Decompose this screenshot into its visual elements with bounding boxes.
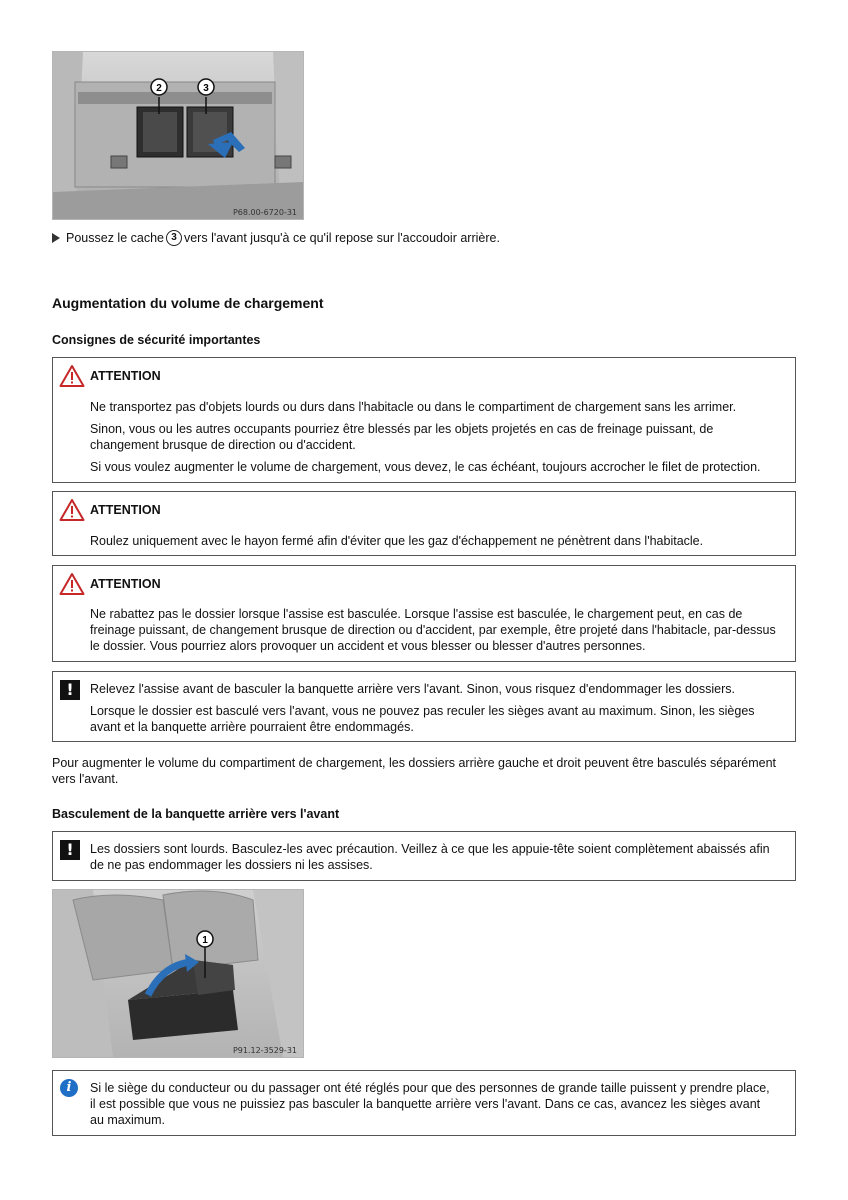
- rear-seat-photo: [52, 889, 304, 1058]
- warning-paragraph: Ne transportez pas d'objets lourds ou durs dans l'habitacle ou dans le compartiment de chargement sans les arrimer.: [90, 400, 737, 414]
- instruction-step: [52, 230, 500, 246]
- exclamation-icon: !: [60, 680, 80, 700]
- warning-box: [52, 565, 796, 662]
- trunk-cover-photo: [52, 51, 304, 220]
- warning-paragraph: Sinon, vous ou les autres occupants pourriez être blessés par les objets projetés en cas de freinage puissant, de changement brusque de direction ou d'accident.: [90, 422, 714, 452]
- exclamation-icon: !: [60, 840, 80, 860]
- info-paragraph: Si le siège du conducteur ou du passager ont été réglés pour que des personnes de grande taille puissent y prendre place, il est possible que vous ne puissiez pas basculer la banquette arrière vers l'avant. Dans ce cas, avancez les sièges avant au maximum.: [90, 1081, 770, 1127]
- callout-2: 2: [156, 83, 162, 94]
- warning-title: ATTENTION: [90, 503, 161, 517]
- warning-title: ATTENTION: [90, 577, 161, 591]
- warning-title: ATTENTION: [90, 369, 161, 383]
- info-icon: i: [60, 1079, 78, 1097]
- warning-paragraph: Roulez uniquement avec le hayon fermé afin d'éviter que les gaz d'échappement ne pénètrent dans l'habitacle.: [90, 534, 704, 548]
- body-paragraph: Pour augmenter le volume du compartiment de chargement, les dossiers arrière gauche et droit peuvent être basculés séparément vers l'avant.: [52, 756, 776, 786]
- notice-paragraph: Lorsque le dossier est basculé vers l'avant, vous ne pouvez pas reculer les sièges avant au maximum. Sinon, les sièges avant et la banquette arrière pourraient être endommagés.: [90, 704, 755, 734]
- step-arrow-icon: [52, 233, 60, 243]
- warning-triangle-icon: [59, 572, 85, 596]
- step-callout-number: 3: [166, 230, 182, 246]
- warning-triangle-icon: [59, 364, 85, 388]
- notice-box: [52, 831, 796, 881]
- warning-box: [52, 491, 796, 556]
- step-text-before: Poussez le cache: [66, 231, 164, 245]
- sub-heading: Basculement de la banquette arrière vers l'avant: [52, 807, 340, 821]
- warning-paragraph: Ne rabattez pas le dossier lorsque l'assise est basculée. Lorsque l'assise est basculée, le chargement peut, en cas de freinage puissant, de changement brusque de direction ou d'accident, par exemple, être projeté dans l'habitacle, par-dessus le dossier. Vous pourriez alors provoquer un accident et vous blesser ou blesser d'autres personnes.: [90, 607, 776, 653]
- photo-code: P68.00-6720-31: [232, 208, 297, 217]
- photo-code: P91.12-3529-31: [232, 1046, 297, 1055]
- section-title: Augmentation du volume de chargement: [52, 295, 324, 311]
- warning-paragraph: Si vous voulez augmenter le volume de chargement, vous devez, le cas échéant, toujours accrocher le filet de protection.: [90, 460, 761, 474]
- notice-box: [52, 671, 796, 742]
- callout-1: 1: [202, 935, 208, 946]
- info-box: [52, 1070, 796, 1136]
- notice-paragraph: Les dossiers sont lourds. Basculez-les avec précaution. Veillez à ce que les appuie-tête soient complètement abaissés afin de ne pas endommager les dossiers ni les assises.: [90, 842, 770, 872]
- warning-box: [52, 357, 796, 483]
- callout-3: 3: [203, 83, 209, 94]
- warning-triangle-icon: [59, 498, 85, 522]
- notice-paragraph: Relevez l'assise avant de basculer la banquette arrière vers l'avant. Sinon, vous risquez d'endommager les dossiers.: [90, 682, 735, 696]
- safety-heading: Consignes de sécurité importantes: [52, 333, 261, 347]
- step-text-after: vers l'avant jusqu'à ce qu'il repose sur l'accoudoir arrière.: [183, 231, 500, 245]
